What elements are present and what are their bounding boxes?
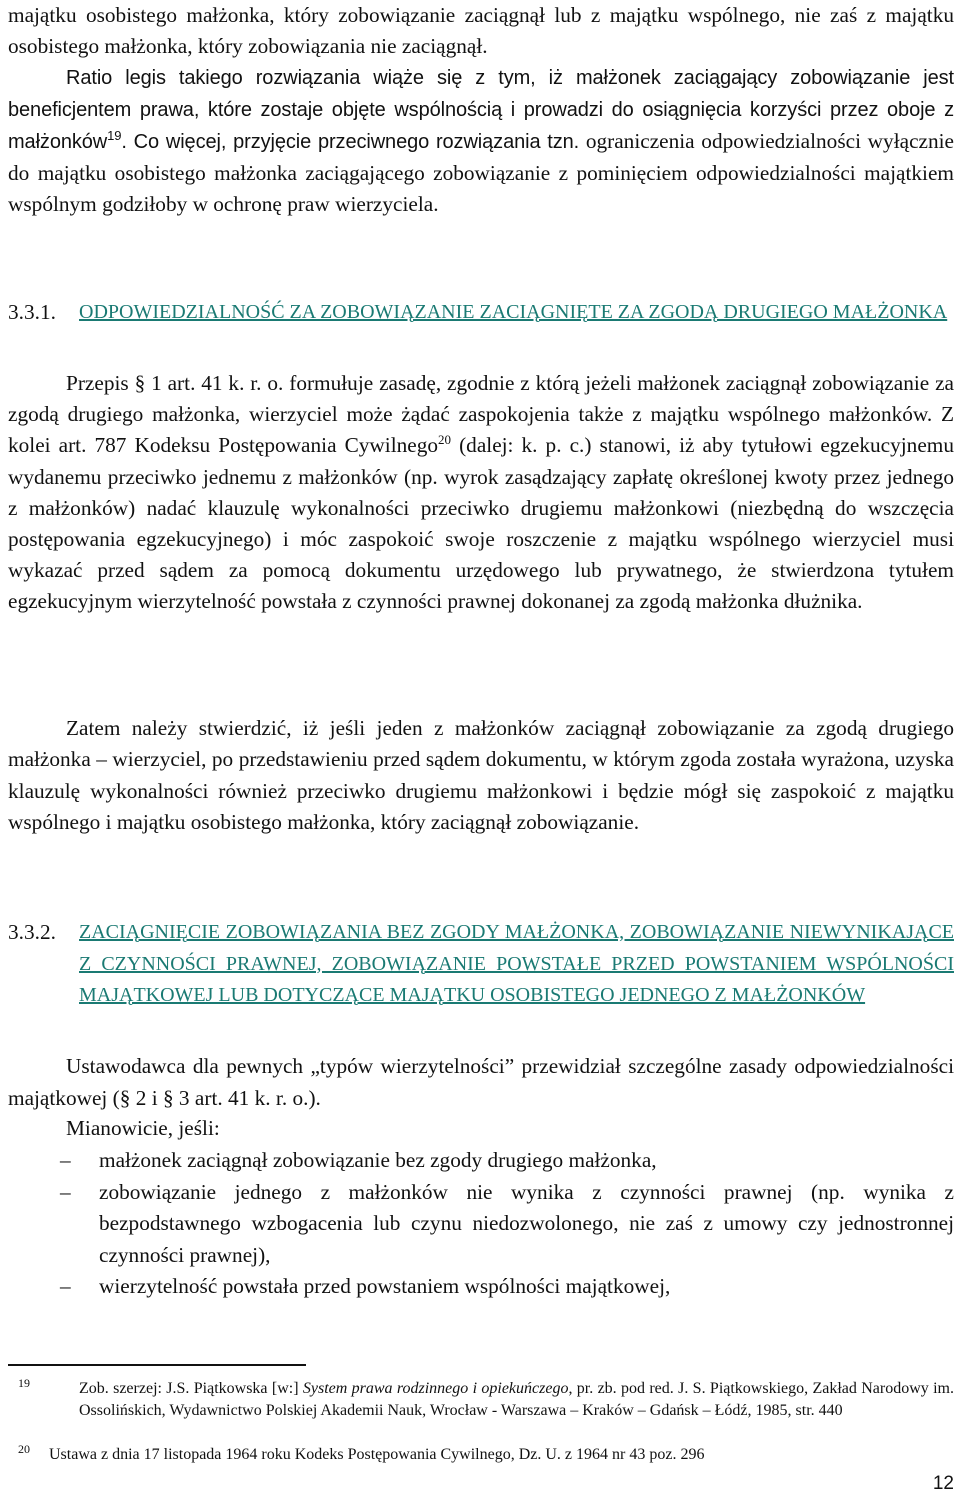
dash-bullet: – xyxy=(60,1148,71,1172)
section-number: 3.3.2. xyxy=(8,920,56,944)
page-number: 12 xyxy=(932,1473,954,1494)
footnote-text: Ustawa z dnia 17 listopada 1964 roku Kodeks Postępowania Cywilnego, Dz. U. z 1964 nr 43 poz. 296 xyxy=(49,1446,705,1463)
footnote-separator xyxy=(8,1364,306,1366)
footnote-text: Zob. szerzej: J.S. Piątkowska [w:] System prawa rodzinnego i opiekuńczego, pr. zb. pod red. J. S. Piątkowskiego, Zakład Narodowy im. Ossolińskich, Wydawnictwo Polskiej Akademii Nauk, Wrocław - Warszawa – Kraków – Gdańsk – Łódź, 1985, str. 440 xyxy=(79,1380,954,1419)
paragraph-ratio-legis xyxy=(8,0,954,220)
section-heading-3-3-2 xyxy=(8,917,954,1012)
paragraph-text: Przepis § 1 art. 41 k. r. o. formułuje zasadę, zgodnie z którą jeżeli małżonek zaciągnął zobowiązanie za zgodą drugiego małżonka, wierzyciel może żądać zaspokojenia także z majątku wspólnego małżonków. Z kolei art. 787 Kodeksu Postępowania Cywilnego xyxy=(8,371,954,458)
footnote-number: 20 xyxy=(18,1442,30,1456)
footnote-20 xyxy=(8,1444,954,1466)
dash-bullet: – xyxy=(60,1179,71,1204)
paragraph-text: majątku osobistego małżonka, który zobowiązanie zaciągnął lub z majątku wspólnego, nie zaś z majątku osobistego małżonka, który zobowiązania nie zaciągnął. xyxy=(8,3,954,58)
section-title-link[interactable]: ODPOWIEDZIALNOŚĆ ZA ZOBOWIĄZANIE ZACIĄGNIĘTE ZA ZGODĄ DRUGIEGO MAŁŻONKA xyxy=(79,301,948,323)
book-title: System prawa rodzinnego i opiekuńczego xyxy=(302,1380,569,1397)
conditions-list xyxy=(8,1145,954,1303)
paragraph-text: Ratio legis takiego rozwiązania wiąże się z tym, iż małżonek zaciągający zobowiązanie jest beneficjentem prawa, które zostaje objęte wspólnością i prowadzi do osiągnięcia korzyści przez oboje z małżonków$^{19}$. Co więcej, przyjęcie przeciwnego rozwiązania tzn. xyxy=(8,67,954,153)
list-item: – zobowiązanie jednego z małżonków nie wynika z czynności prawnej (np. wynika z bezpodstawnego wzbogacenia lub czynu niedozwolonego, nie zaś z umowy czy jednostronnej czynności prawnej), xyxy=(8,1177,954,1272)
footnote-number: 19 xyxy=(18,1376,30,1390)
paragraph-text: (dalej: k. p. c.) stanowi, iż aby tytułowi egzekucyjnemu wydanemu przeciwko jednemu z małżonków (np. wyrok zasądzający zapłatę określonej kwoty przez jednego z małżonków) nadać klauzulę wykonalności przeciwko drugiemu małżonkowi (niezbędną do wszczęcia postępowania egzekucyjnego) i móc zaspokoić swoje roszczenie z majątku wspólnego wierzyciel musi wykazać przed sądem za pomocą dokumentu urzędowego lub prywatnego, że stwierdzona tytułem egzekucyjnym wierzytelność powstała z czynności prawnej dokonanej za zgodą małżonka dłużnika. xyxy=(8,433,954,614)
footnote-ref-19[interactable]: 19 xyxy=(107,128,122,143)
list-item: – małżonek zaciągnął zobowiązanie bez zgody drugiego małżonka, xyxy=(8,1145,954,1177)
section-heading-3-3-1 xyxy=(8,297,954,329)
paragraph-art-41 xyxy=(8,368,954,618)
dash-bullet: – xyxy=(60,1274,71,1298)
footnote-19 xyxy=(8,1378,954,1422)
paragraph-text: Ustawodawca dla pewnych „typów wierzytelności” przewidział szczególne zasady odpowiedzialności majątkowej (§ 2 i § 3 art. 41 k. r. o.). xyxy=(8,1054,954,1110)
paragraph-special-rules xyxy=(8,1051,954,1114)
paragraph-namely xyxy=(8,1113,954,1145)
section-title-link[interactable]: ZACIĄGNIĘCIE ZOBOWIĄZANIA BEZ ZGODY MAŁŻONKA, ZOBOWIĄZANIE NIEWYNIKAJĄCE Z CZYNNOŚCI PRAWNEJ, ZOBOWIĄZANIE POWSTAŁE PRZED POWSTANIEM WSPÓLNOŚCI MAJĄTKOWEJ LUB DOTYCZĄCE MAJĄTKU OSOBISTEGO JEDNEGO Z MAŁŻONKÓW xyxy=(79,921,954,1006)
paragraph-text: Zatem należy stwierdzić, iż jeśli jeden z małżonków zaciągnął zobowiązanie za zgodą drugiego małżonka – wierzyciel, po przedstawieniu przed sądem dokumentu, w którym zgoda została wyrażona, uzyska klauzulę wykonalności również przeciwko drugiemu małżonkowi i będzie mógł się zaspokoić z majątku wspólnego i majątku osobistego małżonka, który zaciągnął zobowiązanie. xyxy=(8,716,954,834)
paragraph-text: ograniczenia odpowiedzialności wyłącznie do majątku osobistego małżonka zaciągającego zobowiązanie z pominięciem odpowiedzialności majątkiem wspólnym godziłoby w ochronę praw wierzyciela. xyxy=(8,129,954,216)
paragraph-conclusion xyxy=(8,713,954,838)
footnote-ref-20[interactable]: 20 xyxy=(438,432,452,448)
paragraph-text: Mianowicie, jeśli: xyxy=(66,1116,220,1140)
list-item: – wierzytelność powstała przed powstaniem wspólności majątkowej, xyxy=(8,1271,954,1303)
section-number: 3.3.1. xyxy=(8,300,56,324)
